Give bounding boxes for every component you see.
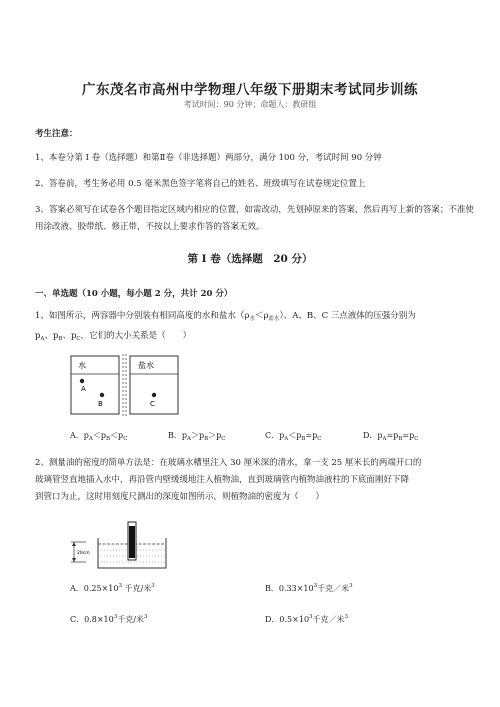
q1-stem: 1、如图所示，两容器中分别装有相同高度的水和盐水$(\rho_水<\rho_{盐水})$、A、B、C 三点液体的压强分别为 $p_A$、$p_B$、$p_C$，它们的大小关系是（ ） — [35, 311, 416, 342]
q2-option-d[interactable]: D．$0.5\times 10^3$千克／米$^3$ — [265, 614, 349, 624]
q1-option-c[interactable]: C．$p_A<p_B=p_C$ — [265, 431, 322, 442]
point-a-label: A — [81, 385, 86, 393]
point-a — [80, 379, 84, 383]
depth-label: 20cm — [77, 551, 90, 556]
notice-item-2: 2、答卷前，考生务必用 0.5 毫米黑色签字笔将自己的姓名、班级填写在试卷规定位置上 — [35, 179, 366, 189]
page-title: 广东茂名市高州中学物理八年级下册期末考试同步训练 — [82, 82, 418, 98]
q1-containers-figure — [70, 354, 180, 416]
section-title: 第 I 卷（选择题 20 分） — [187, 253, 313, 265]
oil-column — [129, 526, 135, 558]
water-label: 水 — [78, 361, 86, 370]
q2-option-b[interactable]: B．$0.33\times 10^3$千克／米$^3$ — [265, 583, 353, 593]
notice-heading: 考生注意： — [35, 129, 78, 139]
part-heading: 一、单选题（10 小题，每小题 2 分，共计 20 分） — [35, 289, 233, 299]
q1-option-b[interactable]: B．$p_A>p_B>p_C$ — [168, 431, 226, 442]
q2-option-a[interactable]: A．$0.25\times 10^3$ 千克/米$^3$ — [70, 583, 155, 593]
notice-item-3: 3、答案必须写在试卷各个题目指定区域内相应的位置，如需改动，先划掉原来的答案，然后再写上新的答案；不准使用涂改液、胶带纸、修正带，不按以上要求作答的答案无效。 — [35, 205, 474, 232]
q2-line-1: 2、测量油的密度的简单方法是：在玻璃水槽里注入 30 厘米深的清水，拿一支 25 厘米长的两端开口的 — [35, 458, 422, 468]
point-b — [100, 393, 104, 397]
q2-option-c[interactable]: C．$0.8\times 10^3$千克/米$^3$ — [70, 614, 148, 624]
q2-line-3: 到管口为止，这时用刻度尺测出的深度如图所示，则植物油的密度为（ ） — [35, 492, 325, 502]
notice-item-1: 1、本卷分第 I 卷（选择题）和第Ⅱ卷（非选择题）两部分，满分 100 分，考试时间 90 分钟 — [35, 153, 382, 163]
point-c-label: C — [150, 400, 155, 408]
point-b-label: B — [98, 400, 103, 408]
q2-line-2: 玻璃管竖直地插入水中，再沿管内壁缓缓地注入植物油，直到玻璃管内植物油液柱的下底面刚好下降 — [35, 475, 410, 485]
q1-option-d[interactable]: D．$p_A=p_B=p_C$ — [363, 431, 419, 442]
q1-option-a[interactable]: A．$p_A<p_B<p_C$ — [70, 431, 128, 442]
q2-tank-figure — [70, 520, 170, 570]
brine-label: 盐水 — [138, 361, 154, 370]
exam-info: 考试时间：90 分钟；命题人：教研组 — [183, 100, 317, 109]
point-c — [152, 393, 156, 397]
